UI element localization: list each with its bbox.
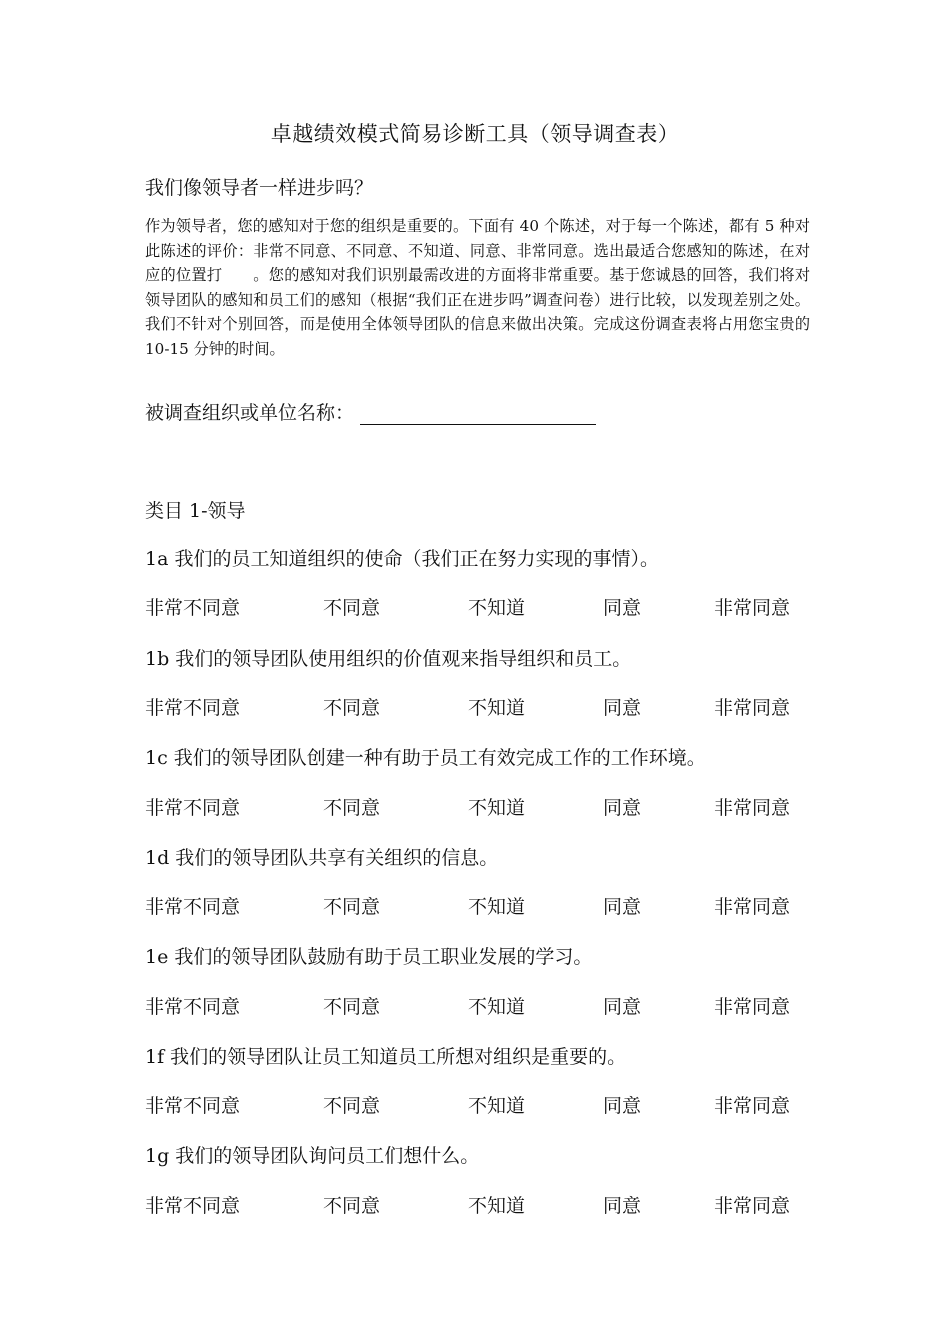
option-disagree[interactable]: 不同意 xyxy=(323,996,381,1018)
option-dont-know[interactable]: 不知道 xyxy=(468,1195,526,1217)
category-heading: 类目 1-领导 xyxy=(145,500,246,522)
option-agree[interactable]: 同意 xyxy=(603,797,642,819)
question-1a: 1a 我们的员工知道组织的使命（我们正在努力实现的事情）。 xyxy=(145,548,659,570)
option-dont-know[interactable]: 不知道 xyxy=(468,1095,526,1117)
option-strongly-disagree[interactable]: 非常不同意 xyxy=(145,597,241,619)
rating-scale-1b xyxy=(145,693,810,721)
rating-scale-1f xyxy=(145,1091,810,1119)
question-1e: 1e 我们的领导团队鼓励有助于员工职业发展的学习。 xyxy=(145,946,593,968)
option-strongly-disagree[interactable]: 非常不同意 xyxy=(145,1095,241,1117)
question-1g: 1g 我们的领导团队询问员工们想什么。 xyxy=(145,1145,480,1167)
option-strongly-agree[interactable]: 非常同意 xyxy=(714,597,791,619)
question-1b: 1b 我们的领导团队使用组织的价值观来指导组织和员工。 xyxy=(145,648,632,670)
option-disagree[interactable]: 不同意 xyxy=(323,697,381,719)
option-strongly-agree[interactable]: 非常同意 xyxy=(714,797,791,819)
option-strongly-agree[interactable]: 非常同意 xyxy=(714,697,791,719)
option-agree[interactable]: 同意 xyxy=(603,896,642,918)
rating-scale-1e xyxy=(145,992,810,1020)
option-strongly-agree[interactable]: 非常同意 xyxy=(714,1095,791,1117)
option-strongly-agree[interactable]: 非常同意 xyxy=(714,1195,791,1217)
option-agree[interactable]: 同意 xyxy=(603,1195,642,1217)
option-dont-know[interactable]: 不知道 xyxy=(468,697,526,719)
option-disagree[interactable]: 不同意 xyxy=(323,896,381,918)
option-agree[interactable]: 同意 xyxy=(603,597,642,619)
rating-scale-1a xyxy=(145,593,810,621)
option-dont-know[interactable]: 不知道 xyxy=(468,597,526,619)
option-strongly-agree[interactable]: 非常同意 xyxy=(714,896,791,918)
org-name-label: 被调查组织或单位名称： xyxy=(145,402,355,424)
rating-scale-1d xyxy=(145,892,810,920)
option-agree[interactable]: 同意 xyxy=(603,996,642,1018)
option-strongly-disagree[interactable]: 非常不同意 xyxy=(145,1195,241,1217)
option-disagree[interactable]: 不同意 xyxy=(323,1195,381,1217)
option-disagree[interactable]: 不同意 xyxy=(323,1095,381,1117)
org-name-blank-field[interactable] xyxy=(360,400,596,425)
org-name-row xyxy=(145,398,596,425)
option-strongly-agree[interactable]: 非常同意 xyxy=(714,996,791,1018)
option-agree[interactable]: 同意 xyxy=(603,1095,642,1117)
rating-scale-1g xyxy=(145,1191,810,1219)
option-strongly-disagree[interactable]: 非常不同意 xyxy=(145,896,241,918)
option-dont-know[interactable]: 不知道 xyxy=(468,996,526,1018)
page-subtitle: 我们像领导者一样进步吗？ xyxy=(145,177,374,199)
option-strongly-disagree[interactable]: 非常不同意 xyxy=(145,996,241,1018)
question-1d: 1d 我们的领导团队共享有关组织的信息。 xyxy=(145,847,499,869)
option-agree[interactable]: 同意 xyxy=(603,697,642,719)
option-dont-know[interactable]: 不知道 xyxy=(468,797,526,819)
question-1f: 1f 我们的领导团队让员工知道员工所想对组织是重要的。 xyxy=(145,1046,627,1068)
option-disagree[interactable]: 不同意 xyxy=(323,597,381,619)
page-title: 卓越绩效模式简易诊断工具（领导调查表） xyxy=(270,122,680,146)
intro-paragraph: 作为领导者，您的感知对于您的组织是重要的。下面有 40 个陈述，对于每一个陈述，都有 5 种对此陈述的评价：非常不同意、不同意、不知道、同意、非常同意。选出最适合您感知的陈述，在对应的位置打 。您的感知对我们识别最需改进的方面将非常重要。基于您诚恳的回答，我们将对领导团队的感知和员工们的感知（根据“我们正在进步吗”调查问卷）进行比较，以发现差别之处。我们不针对个别回答，而是使用全体领导团队的信息来做出决策。完成这份调查表将占用您宝贵的 10-15 分钟的时间。 xyxy=(145,217,810,358)
option-strongly-disagree[interactable]: 非常不同意 xyxy=(145,697,241,719)
question-1c: 1c 我们的领导团队创建一种有助于员工有效完成工作的工作环境。 xyxy=(145,747,706,769)
option-dont-know[interactable]: 不知道 xyxy=(468,896,526,918)
option-strongly-disagree[interactable]: 非常不同意 xyxy=(145,797,241,819)
option-disagree[interactable]: 不同意 xyxy=(323,797,381,819)
rating-scale-1c xyxy=(145,793,810,821)
